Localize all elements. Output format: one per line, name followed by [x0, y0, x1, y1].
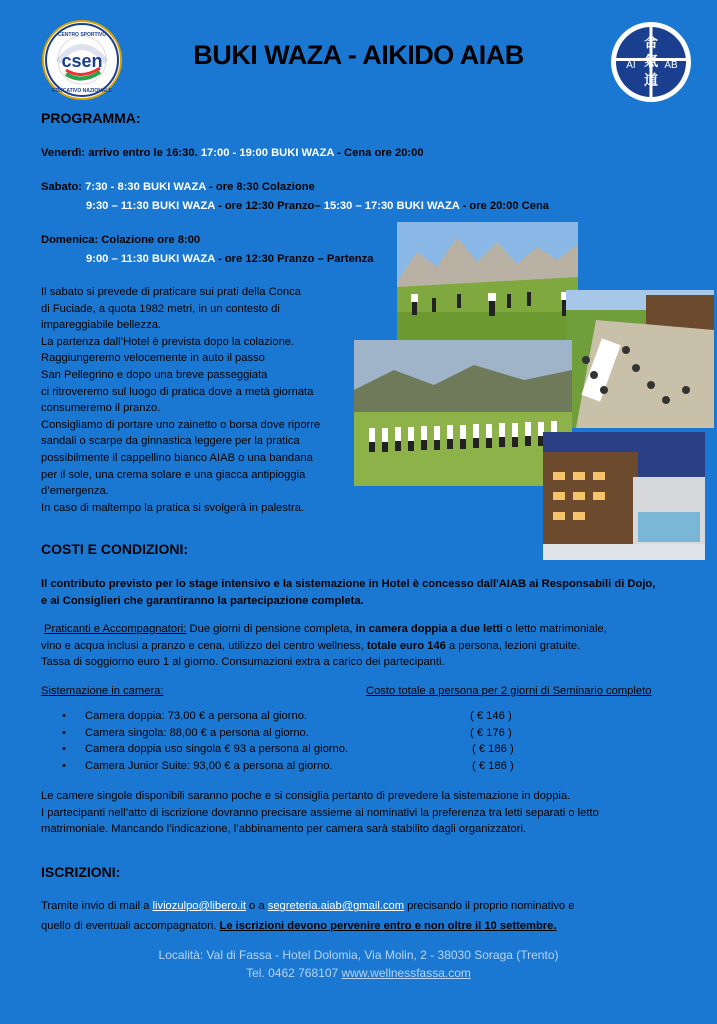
paragraph-line: In caso di maltempo la pratica si svolgerà in palestra.	[41, 501, 305, 514]
paragraph-line: impareggiabile bellezza.	[41, 319, 162, 332]
email-link-1[interactable]: liviozulpo@libero.it	[152, 900, 246, 912]
footer	[0, 946, 717, 982]
paragraph-line: sandali o scarpe da ginnastica leggere per la pratica	[41, 435, 300, 448]
rooms-list	[62, 708, 562, 774]
outdoor-lunch-photo	[566, 290, 714, 428]
iscrizioni-text-3: precisando il proprio nominativo e	[404, 900, 575, 912]
note-line: matrimoniale. Mancando l’indicazione, l’abbinamento per camera sarà stabilito dagli organizzatori.	[41, 823, 527, 836]
iscrizioni-text-2: o a	[245, 900, 268, 912]
sabato-dinner: - ore 20:00 Cena	[459, 200, 550, 212]
praticanti-text: Due giorni di pensione completa,	[186, 623, 356, 635]
paragraph-line: ci ritroveremo sul luogo di pratica dove a metà giornata	[41, 385, 314, 398]
room-total: ( € 146 )	[470, 710, 512, 722]
programma-heading: PROGRAMMA:	[41, 110, 141, 126]
room-item: • Camera doppia uso singola € 93 a persona al giorno. ( € 186 )	[62, 741, 562, 758]
room-name: Camera Junior Suite: 93,00 € a persona al giorno.	[85, 759, 333, 772]
room-name: Camera doppia uso singola € 93 a persona al giorno.	[85, 743, 349, 756]
iscrizioni-text-4: quello di eventuali accompagnatori.	[41, 920, 220, 932]
domenica-line-2	[86, 251, 373, 268]
domenica-line: Domenica: Colazione ore 8:00	[41, 234, 201, 246]
note-line: I partecipanti nell’atto di iscrizione dovranno precisare assieme ai nominativi la preferenza tra letti separati o letto	[41, 806, 599, 819]
room-name: Camera doppia: 73,00 € a persona al giorno.	[85, 710, 308, 722]
room-total: ( € 176 )	[470, 726, 512, 739]
sabato-session-1: 7:30 - 8:30 BUKI WAZA	[85, 181, 206, 193]
footer-contacts	[0, 964, 717, 982]
costi-intro-1: Il contributo previsto per lo stage intensivo e la sistemazione in Hotel è concesso dall'AIAB ai Responsabili di Dojo,	[41, 578, 656, 590]
svg-text:csen: csen	[61, 51, 103, 71]
note-line: Le camere singole disponibili saranno poche e si consiglia pertanto di prevedere la sistemazione in doppia.	[41, 790, 571, 802]
svg-text:CENTRO SPORTIVO: CENTRO SPORTIVO	[57, 32, 107, 38]
praticanti-text: o letto matrimoniale,	[502, 623, 607, 635]
paragraph-line: consumeremo il pranzo.	[41, 402, 161, 415]
website-link[interactable]: www.wellnessfassa.com	[341, 966, 471, 980]
footer-address: Località: Val di Fassa - Hotel Dolomia, Via Molin, 2 - 38030 Soraga (Trento)	[158, 948, 559, 962]
iscrizioni-heading: ISCRIZIONI:	[41, 864, 121, 880]
svg-text:氣: 氣	[644, 54, 658, 70]
venerdi-dinner: - Cena ore 20:00	[334, 147, 424, 159]
page-title: BUKI WAZA - AIKIDO AIAB	[193, 40, 524, 70]
sabato-breakfast: - ore 8:30 Colazione	[205, 181, 315, 193]
iscrizioni-text	[41, 896, 711, 936]
paragraph-line: Consigliamo di portare uno zainetto o borsa dove riporre	[41, 418, 321, 431]
praticanti-line-1	[41, 621, 711, 638]
mountain-practice-photo	[397, 222, 578, 346]
room-item: • Camera Junior Suite: 93,00 € a persona al giorno. ( € 186 )	[62, 758, 562, 775]
room-name: Camera singola: 88,00 € a persona al giorno.	[85, 726, 309, 739]
venerdi-label: Venerdì: arrivo entro le 16:30.	[41, 147, 201, 159]
description-paragraph	[41, 284, 361, 516]
svg-text:AI: AI	[626, 60, 636, 71]
paragraph-line: La partenza dall’Hotel è prevista dopo la colazione.	[41, 335, 295, 348]
group-practice-photo	[354, 340, 572, 486]
room-item: • Camera singola: 88,00 € a persona al giorno. ( € 176 )	[62, 725, 562, 742]
sabato-session-2: 9:30 – 11:30 BUKI WAZA	[86, 200, 215, 212]
paragraph-line: Il sabato si prevede di praticare sui prati della Conca	[41, 286, 301, 298]
praticanti-text: vino e acqua inclusi a pranzo e cena, utilizzo del centro wellness,	[41, 639, 367, 652]
iscrizioni-line-1	[41, 896, 711, 916]
costi-heading: COSTI E CONDIZIONI:	[41, 541, 188, 557]
praticanti-line-3: Tassa di soggiorno euro 1 al giorno. Consumazioni extra a carico dei partecipanti.	[41, 656, 445, 669]
svg-text:AB: AB	[664, 60, 678, 71]
praticanti-line-2	[41, 638, 711, 655]
venerdi-session: 17:00 - 19:00 BUKI WAZA	[200, 147, 335, 159]
paragraph-line: d’emergenza.	[41, 485, 109, 498]
room-total: ( € 186 )	[472, 743, 514, 756]
svg-text:道: 道	[644, 73, 658, 89]
svg-text:合: 合	[644, 35, 658, 51]
iscrizioni-line-2	[41, 916, 711, 936]
sabato-line	[41, 179, 315, 196]
paragraph-line: San Pellegrino e dopo una breve passeggiata	[41, 368, 268, 381]
domenica-lunch: - ore 12:30 Pranzo – Partenza	[214, 253, 374, 265]
hotel-photo	[543, 432, 705, 560]
praticanti-text: a persona, lezioni gratuite.	[445, 639, 581, 652]
sabato-label: Sabato:	[41, 181, 86, 193]
iscrizioni-deadline: Le iscrizioni devono pervenire entro e non oltre il 10 settembre.	[219, 920, 557, 932]
paragraph-line: Raggiungeremo velocemente in auto il passo	[41, 352, 265, 365]
footer-phone: Tel. 0462 768107	[246, 966, 342, 980]
praticanti-total: totale euro 146	[366, 639, 446, 652]
iscrizioni-text-1: Tramite invio di mail a	[41, 900, 153, 912]
venerdi-line	[41, 145, 424, 162]
paragraph-line: possibilmente il cappellino bianco AIAB o una bandana	[41, 451, 313, 464]
praticanti-label: Praticanti e Accompagnatori:	[44, 623, 187, 635]
costi-intro-2: e ai Consiglieri che garantiranno la partecipazione completa.	[41, 595, 364, 607]
camere-note	[41, 788, 711, 838]
praticanti-block	[41, 621, 711, 671]
praticanti-room: in camera doppia a due letti	[355, 623, 503, 635]
room-total: ( € 186 )	[472, 759, 514, 772]
costo-totale-label: Costo totale a persona per 2 giorni di Seminario completo	[366, 685, 652, 697]
sabato-line-2	[86, 198, 549, 215]
svg-text:EDUCATIVO NAZIONALE: EDUCATIVO NAZIONALE	[52, 88, 112, 94]
sabato-session-3: 15:30 – 17:30 BUKI WAZA	[323, 200, 460, 212]
sistemazione-label: Sistemazione in camera:	[41, 685, 164, 697]
paragraph-line: per il sole, una crema solare e una giacca antipioggia	[41, 468, 306, 481]
room-item: • Camera doppia: 73,00 € a persona al giorno. ( € 146 )	[62, 708, 562, 725]
paragraph-line: di Fuciade, a quota 1982 metri, in un contesto di	[41, 302, 280, 315]
email-link-2[interactable]: segreteria.aiab@gmail.com	[267, 900, 405, 912]
sabato-lunch: - ore 12:30 Pranzo–	[214, 200, 324, 212]
domenica-session: 9:00 – 11:30 BUKI WAZA	[86, 253, 215, 265]
